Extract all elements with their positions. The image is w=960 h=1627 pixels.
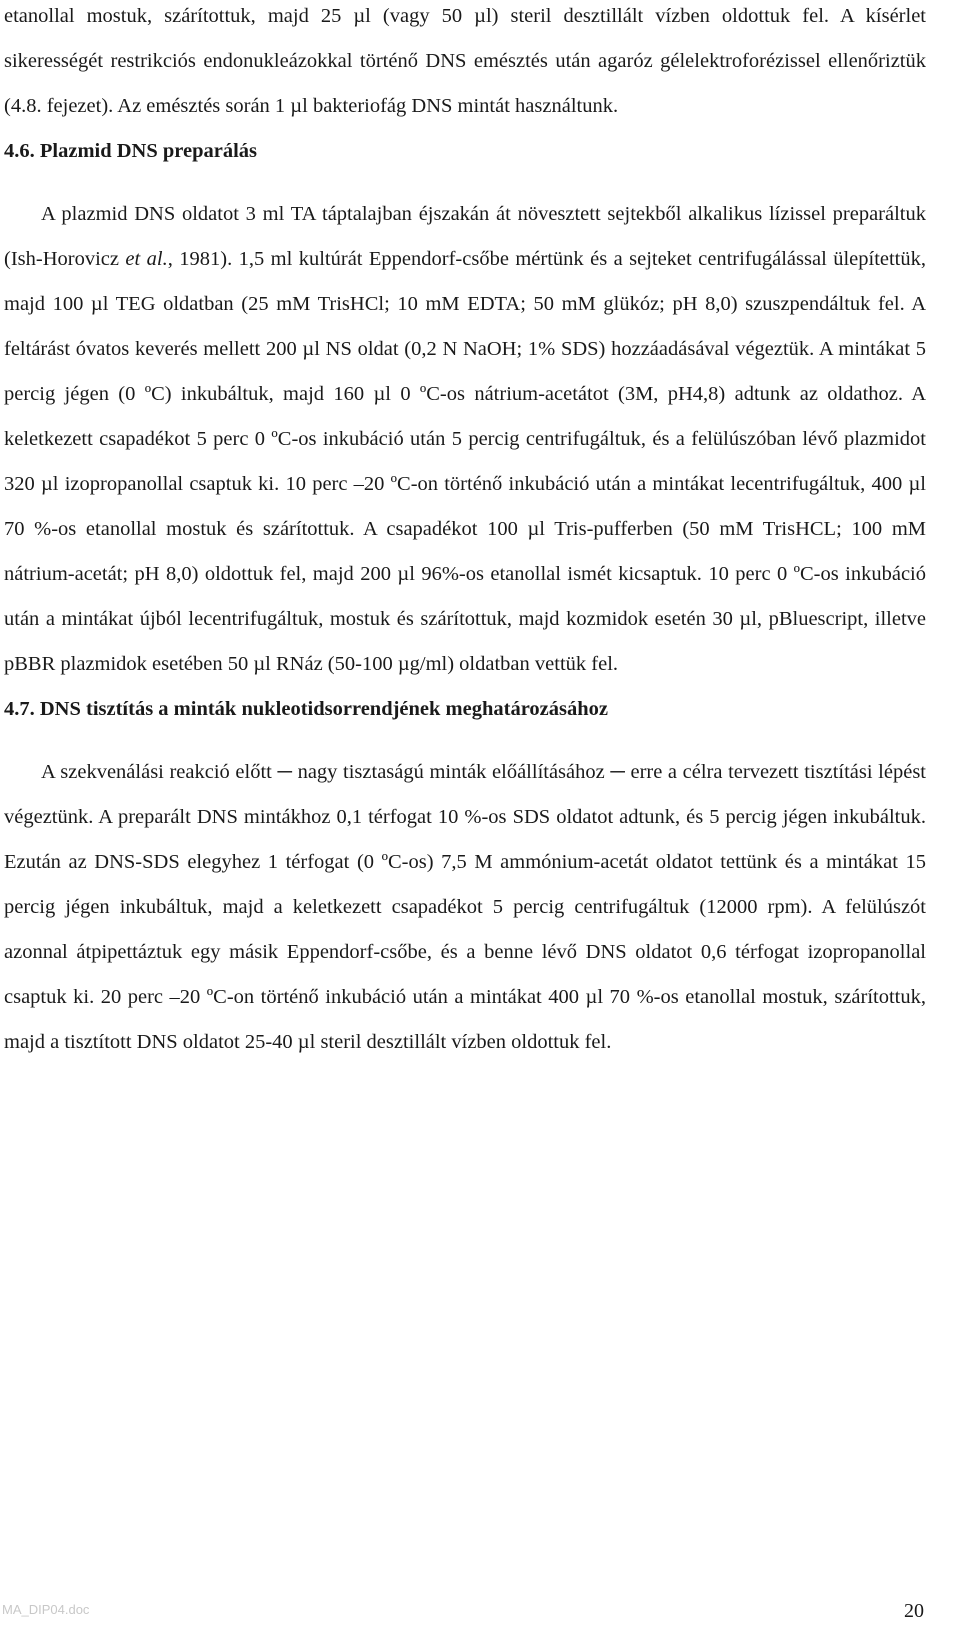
footer-filename: MA_DIP04.doc (2, 1602, 90, 1617)
plasmid-prep-text-rest: , 1981). 1,5 ml kultúrát Eppendorf-csőbe mértünk és a sejteket centrifugálással ülepítettük, majd 100 µl TEG oldatban (25 mM TrisHCl; 10 mM EDTA; 50 mM glükóz; pH 8,0) szuszpendáltuk fel. A feltárást óvatos keverés mellett 200 µl NS oldat (0,2 N NaOH; 1% SDS) hozzáadásával végeztük. A mintákat 5 percig jégen (0 ºC) inkubáltuk, majd 160 µl 0 ºC-os nátrium-acetátot (3M, pH4,8) adtunk az oldathoz. A keletkezett csapadékot 5 perc 0 ºC-os inkubáció után 5 percig centrifugáltuk, és a felülúszóban lévő plazmidot 320 µl izopropanollal csaptuk ki. 10 perc –20 ºC-on történő inkubáció után a mintákat lecentrifugáltuk, 400 µl 70 %-os etanollal mostuk és szárítottuk. A csapadékot 100 µl Tris-pufferben (50 mM TrisHCL; 100 mM nátrium-acetát; pH 8,0) oldottuk fel, majd 200 µl 96%-os etanollal ismét kicsaptuk. 10 perc 0 ºC-os inkubáció után a mintákat újból lecentrifugáltuk, mostuk és szárítottuk, majd kozmidok esetén 30 µl, pBluescript, illetve pBBR plazmidok esetében 50 µl RNáz (50-100 µg/ml) oldatban vettük fel. (4, 248, 927, 675)
heading-spacer (4, 174, 926, 192)
plasmid-prep-text-start: A plazmid DNS oldatot 3 ml TA táptalajban éjszakán át növesztett sejtekből alkalikus lízissel preparáltuk (Ish-Horovicz (4, 203, 926, 270)
intro-paragraph: etanollal mostuk, szárítottuk, majd 25 µl (vagy 50 µl) steril desztillált vízben oldottuk fel. A kísérlet sikerességét restrikciós endonukleázokkal történő DNS emésztés után agaróz gélelektroforézissel ellenőriztük (4.8. fejezet). Az emésztés során 1 µl bakteriofág DNS mintát használtunk. (4, 5, 926, 117)
page-number: 20 (904, 1600, 924, 1622)
section-heading-4-6: 4.6. Plazmid DNS preparálás (4, 140, 258, 162)
dna-purification-paragraph: A szekvenálási reakció előtt ─ nagy tisztaságú minták előállításához ─ erre a célra tervezett tisztítási lépést végeztünk. A preparált DNS mintákhoz 0,1 térfogat 10 %-os SDS oldatot adtunk, és 5 percig jégen inkubáltuk. Ezután az DNS-SDS elegyhez 1 térfogat (0 ºC-os) 7,5 M ammónium-acetát oldatot tettünk és a mintákat 15 percig jégen inkubáltuk, majd a keletkezett csapadékot 5 percig centrifugáltuk (12000 rpm). A felülúszót azonnal átpipettáztuk egy másik Eppendorf-csőbe, és a benne lévő DNS oldatot 0,6 térfogat izopropanollal csaptuk ki. 20 perc –20 ºC-on történő inkubáció után a mintákat 400 µl 70 %-os etanollal mostuk, szárítottuk, majd a tisztított DNS oldatot 25-40 µl steril desztillált vízben oldottuk fel. (4, 761, 926, 1053)
heading-spacer (4, 732, 926, 750)
section-heading-4-7: 4.7. DNS tisztítás a minták nukleotidsorrendjének meghatározásához (4, 698, 608, 720)
document-page (4, 0, 926, 1065)
plasmid-prep-paragraph (4, 192, 926, 687)
citation-et-al: et al. (125, 248, 168, 270)
